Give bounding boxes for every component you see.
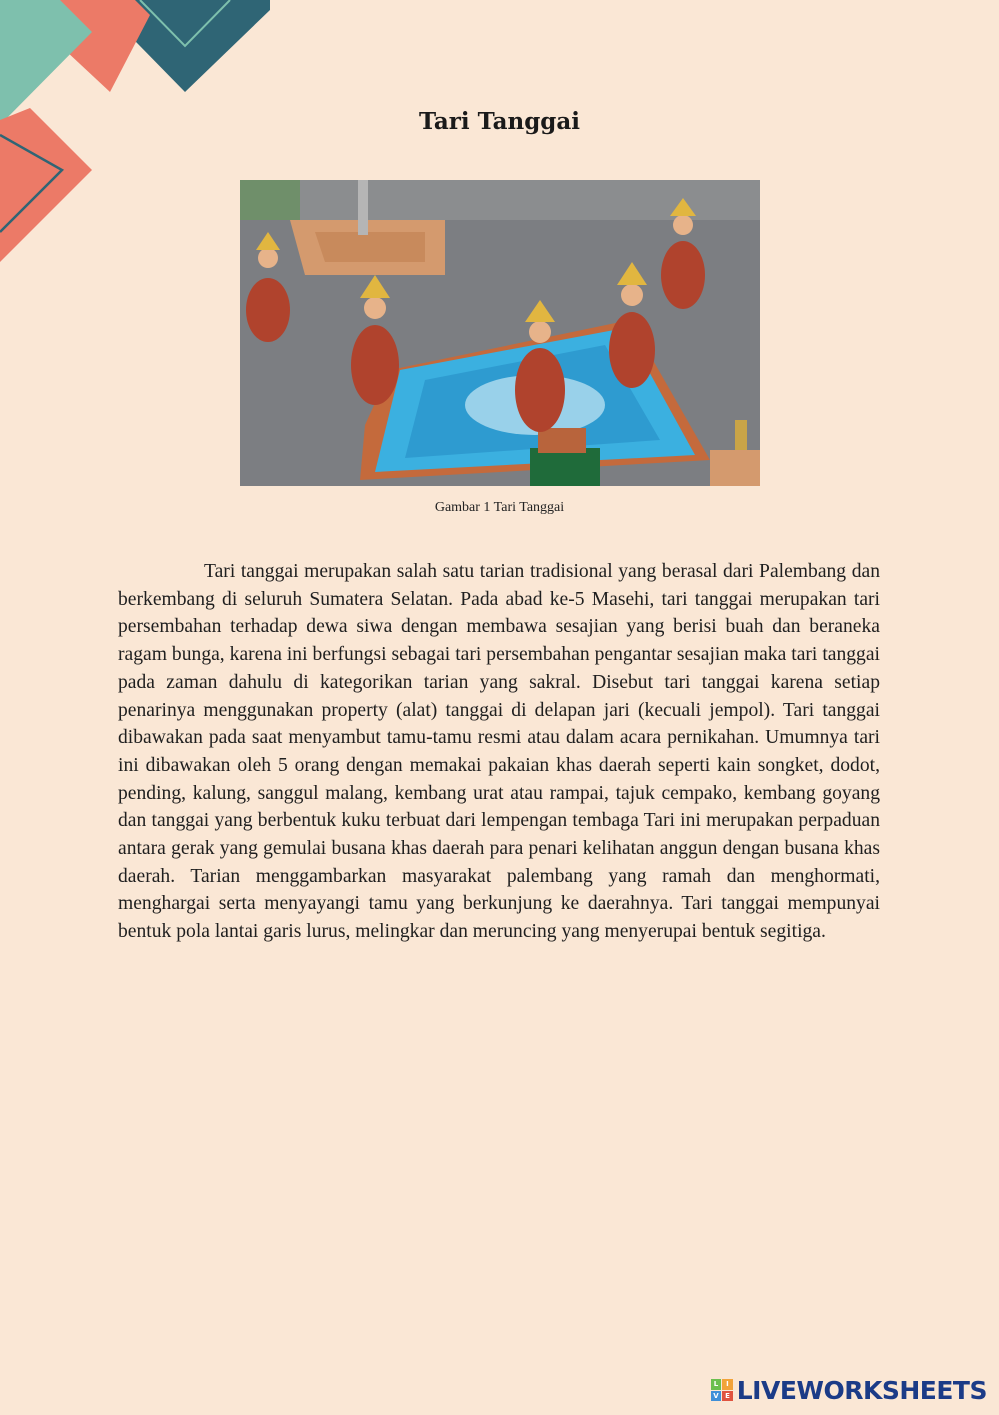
page-title: Tari Tanggai	[418, 108, 581, 135]
liveworksheets-brand[interactable]	[711, 1375, 987, 1405]
dancers-photo	[240, 180, 760, 486]
liveworksheets-logo-icon: L I V E	[711, 1379, 733, 1401]
brand-name: LIVEWORKSHEETS	[736, 1375, 987, 1405]
body-paragraph: Tari tanggai merupakan salah satu tarian tradisional yang berasal dari Palembang dan berkembang di seluruh Sumatera Selatan. Pada abad ke-5 Masehi, tari tanggai merupakan tari persembahan terhadap dewa siwa dengan membawa sesajian yang berisi buah dan beraneka ragam bunga, karena ini berfungsi sebagai tari persembahan pengantar sesajian maka tari tanggai pada zaman dahulu di kategorikan tarian yang sakral. Disebut tari tanggai karena setiap penarinya menggunakan property (alat) tanggai di delapan jari (kecuali jempol). Tari tanggai dibawakan pada saat menyambut tamu-tamu resmi atau dalam acara pernikahan. Umumnya tari ini dibawakan oleh 5 orang dengan memakai pakaian khas daerah seperti kain songket, dodot, pending, kalung, sanggul malang, kembang urat atau rampai, tajuk cempako, kembang goyang dan tanggai yang berbentuk kuku terbuat dari lempengan tembaga Tari ini merupakan perpaduan antara gerak yang gemulai busana khas daerah para penari kelihatan anggun dengan busana khas daerah. Tarian menggambarkan masyarakat palembang yang ramah dan menghormati, menghargai serta menyayangi tamu yang berkunjung ke daerahnya. Tari tanggai mempunyai bentuk pola lantai garis lurus, melingkar dan meruncing yang menyerupai bentuk segitiga.	[118, 561, 880, 943]
figure-caption: Gambar 1 Tari Tanggai	[434, 500, 565, 515]
corner-geometric-decoration	[0, 0, 270, 270]
